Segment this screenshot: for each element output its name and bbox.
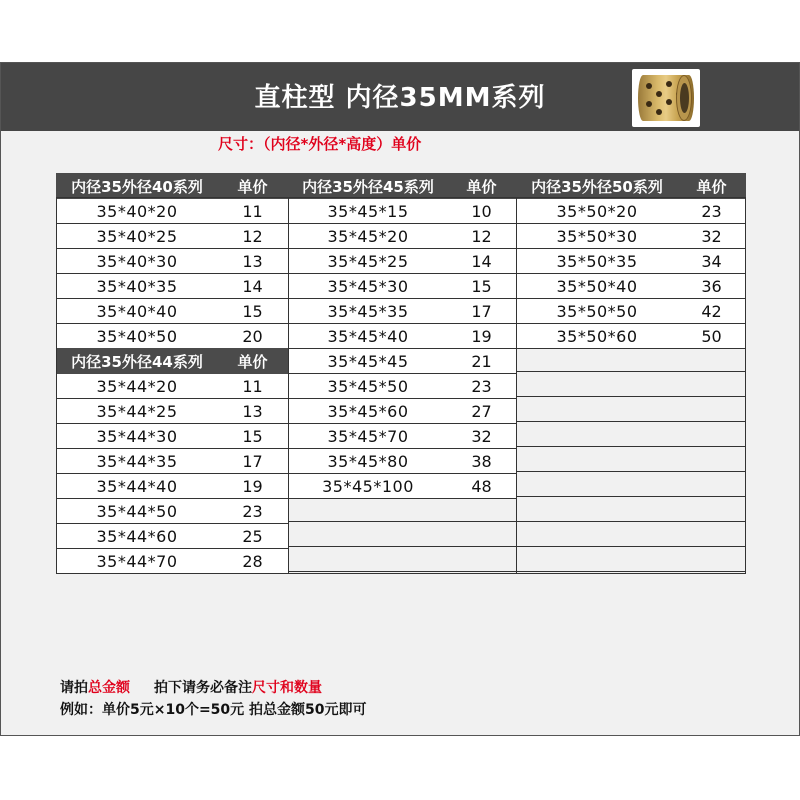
table-row <box>289 449 516 474</box>
table-row <box>517 324 746 349</box>
size-cell: 35*45*100 <box>289 474 448 499</box>
size-cell: 35*45*15 <box>289 199 448 224</box>
table-row <box>517 299 746 324</box>
price-cell: 36 <box>678 274 746 299</box>
size-format-note: 尺寸：（内径*外径*高度）单价 <box>218 135 422 153</box>
note-highlight: 总金额 <box>88 680 130 696</box>
size-cell: 35*40*50 <box>57 324 218 349</box>
grid-line <box>288 521 516 522</box>
price-cell: 20 <box>218 324 288 349</box>
grid-line <box>516 471 746 472</box>
grid-line <box>516 421 746 422</box>
product-image <box>632 69 700 127</box>
price-cell: 23 <box>218 499 288 524</box>
table-row <box>57 399 288 424</box>
note-highlight: 尺寸和数量 <box>252 680 322 696</box>
size-cell: 35*45*20 <box>289 224 448 249</box>
size-cell: 35*45*60 <box>289 399 448 424</box>
size-cell: 35*44*20 <box>57 374 218 399</box>
price-cell: 23 <box>448 374 516 399</box>
size-cell: 35*44*40 <box>57 474 218 499</box>
size-cell: 35*45*35 <box>289 299 448 324</box>
table-row <box>289 274 516 299</box>
table-row <box>57 449 288 474</box>
price-table-35x50 <box>516 173 746 349</box>
table-row <box>289 199 516 224</box>
table-row <box>289 424 516 449</box>
table-row <box>289 374 516 399</box>
price-cell: 25 <box>218 524 288 549</box>
price-cell: 38 <box>448 449 516 474</box>
price-header: 单价 <box>218 349 288 374</box>
price-cell: 32 <box>678 224 746 249</box>
price-cell: 27 <box>448 399 516 424</box>
price-cell: 14 <box>448 249 516 274</box>
price-table-35x44 <box>56 348 288 574</box>
table-row <box>517 199 746 224</box>
table-row <box>57 374 288 399</box>
price-cell: 32 <box>448 424 516 449</box>
price-table-35x40 <box>56 173 288 349</box>
size-cell: 35*45*50 <box>289 374 448 399</box>
table-title: 内径35外径40系列 <box>57 174 218 199</box>
table-row <box>57 224 288 249</box>
price-table-35x45 <box>288 173 516 499</box>
table-row <box>517 249 746 274</box>
grid-line <box>516 546 746 547</box>
table-row <box>57 424 288 449</box>
size-cell: 35*44*60 <box>57 524 218 549</box>
table-row <box>517 224 746 249</box>
size-cell: 35*45*45 <box>289 349 448 374</box>
price-header: 单价 <box>678 174 746 199</box>
price-cell: 15 <box>218 424 288 449</box>
price-cell: 48 <box>448 474 516 499</box>
size-cell: 35*50*35 <box>517 249 678 274</box>
table-row <box>57 549 288 574</box>
order-note <box>60 677 322 697</box>
table-title: 内径35外径50系列 <box>517 174 678 199</box>
size-cell: 35*40*35 <box>57 274 218 299</box>
table-row <box>57 199 288 224</box>
table-title: 内径35外径44系列 <box>57 349 218 374</box>
price-cell: 12 <box>218 224 288 249</box>
grid-line <box>288 571 516 572</box>
price-cell: 15 <box>218 299 288 324</box>
size-cell: 35*50*60 <box>517 324 678 349</box>
table-row <box>289 399 516 424</box>
size-cell: 35*40*25 <box>57 224 218 249</box>
table-row <box>57 249 288 274</box>
price-cell: 19 <box>448 324 516 349</box>
size-cell: 35*44*35 <box>57 449 218 474</box>
size-cell: 35*45*25 <box>289 249 448 274</box>
column-divider <box>288 197 289 574</box>
table-row <box>57 499 288 524</box>
table-title: 内径35外径45系列 <box>289 174 448 199</box>
table-row <box>289 474 516 499</box>
price-cell: 34 <box>678 249 746 274</box>
price-cell: 15 <box>448 274 516 299</box>
price-cell: 19 <box>218 474 288 499</box>
size-cell: 35*50*40 <box>517 274 678 299</box>
column-divider <box>516 197 517 574</box>
grid-line <box>516 396 746 397</box>
table-row <box>289 299 516 324</box>
price-cell: 23 <box>678 199 746 224</box>
size-cell: 35*44*50 <box>57 499 218 524</box>
grid-line <box>516 496 746 497</box>
example-note: 例如：单价5元×10个=50元 拍总金额50元即可 <box>60 702 367 718</box>
price-header: 单价 <box>448 174 516 199</box>
price-cell: 10 <box>448 199 516 224</box>
grid-line <box>516 371 746 372</box>
grid-line <box>516 571 746 572</box>
table-row <box>289 349 516 374</box>
grid-line <box>516 521 746 522</box>
grid-line <box>516 446 746 447</box>
price-cell: 21 <box>448 349 516 374</box>
size-cell: 35*44*25 <box>57 399 218 424</box>
table-row <box>57 324 288 349</box>
note-text: 请拍 <box>60 680 88 696</box>
size-cell: 35*50*50 <box>517 299 678 324</box>
price-cell: 12 <box>448 224 516 249</box>
table-row <box>517 274 746 299</box>
table-row <box>289 324 516 349</box>
price-cell: 11 <box>218 374 288 399</box>
page-title: 直柱型 内径35MM系列 <box>254 83 546 113</box>
size-cell: 35*45*30 <box>289 274 448 299</box>
size-cell: 35*50*20 <box>517 199 678 224</box>
table-row <box>57 474 288 499</box>
price-cell: 50 <box>678 324 746 349</box>
size-cell: 35*45*70 <box>289 424 448 449</box>
price-cell: 17 <box>448 299 516 324</box>
size-cell: 35*50*30 <box>517 224 678 249</box>
table-row <box>289 224 516 249</box>
table-row <box>289 249 516 274</box>
note-text: 拍下请务必备注 <box>154 680 252 696</box>
price-cell: 11 <box>218 199 288 224</box>
size-cell: 35*45*80 <box>289 449 448 474</box>
table-row <box>57 524 288 549</box>
size-cell: 35*40*30 <box>57 249 218 274</box>
size-cell: 35*44*30 <box>57 424 218 449</box>
price-cell: 28 <box>218 549 288 574</box>
table-row <box>57 274 288 299</box>
size-cell: 35*44*70 <box>57 549 218 574</box>
price-cell: 17 <box>218 449 288 474</box>
size-cell: 35*45*40 <box>289 324 448 349</box>
price-header: 单价 <box>218 174 288 199</box>
price-cell: 14 <box>218 274 288 299</box>
size-cell: 35*40*20 <box>57 199 218 224</box>
price-cell: 13 <box>218 249 288 274</box>
title-banner <box>1 63 799 131</box>
grid-line <box>288 546 516 547</box>
price-cell: 42 <box>678 299 746 324</box>
size-cell: 35*40*40 <box>57 299 218 324</box>
table-row <box>57 299 288 324</box>
price-cell: 13 <box>218 399 288 424</box>
